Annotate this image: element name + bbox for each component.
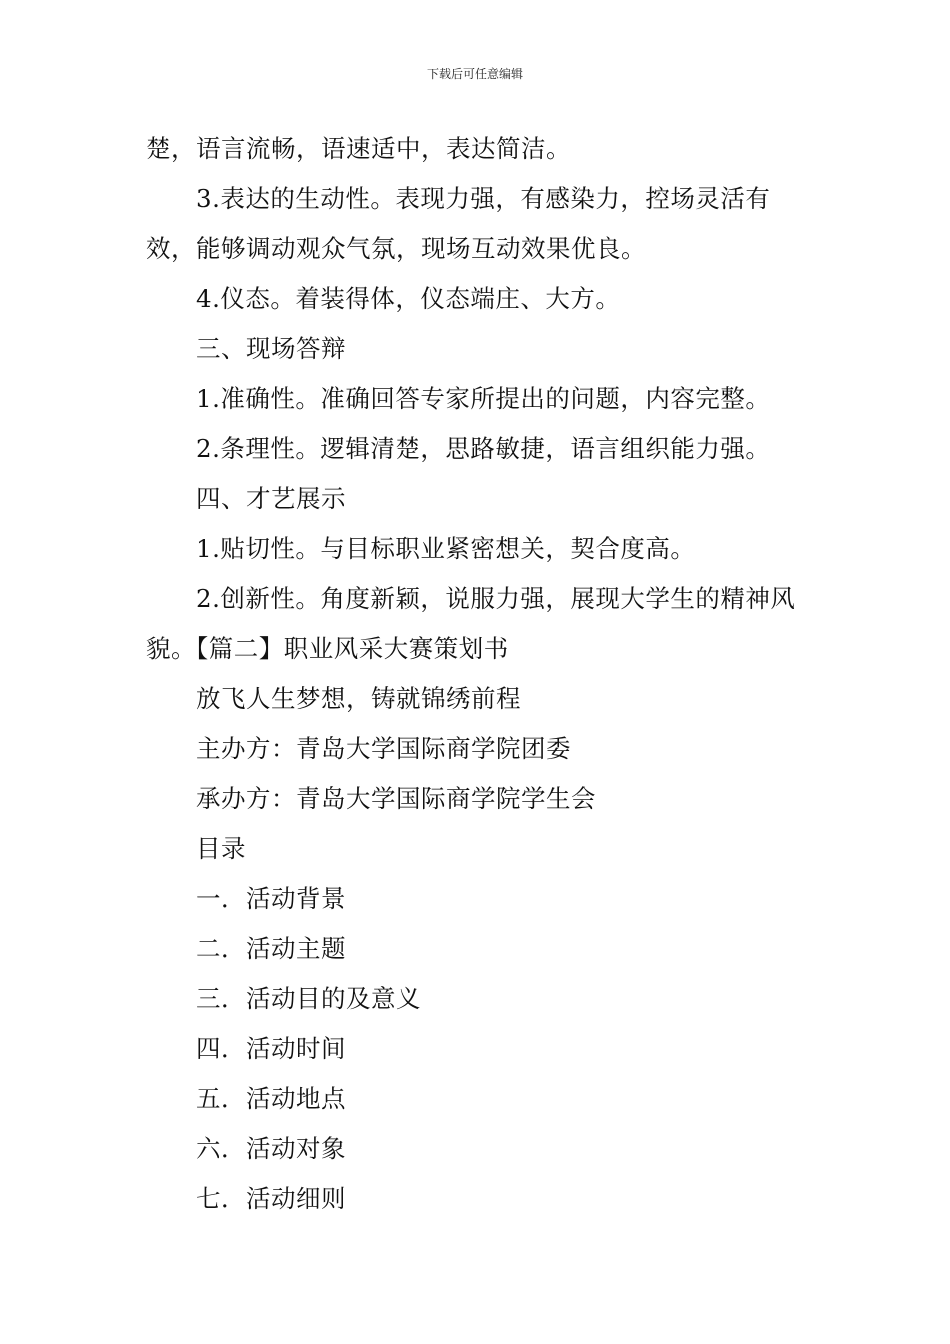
paragraph: 2.创新性。角度新颖，说服力强，展现大学生的精神风貌。【篇二】职业风采大赛策划书 bbox=[146, 584, 796, 663]
toc-item: 四．活动时间 bbox=[196, 1034, 346, 1063]
co-organizer: 承办方：青岛大学国际商学院学生会 bbox=[196, 784, 596, 813]
paragraph: 4.仪态。着装得体，仪态端庄、大方。 bbox=[196, 284, 621, 313]
organizer: 主办方：青岛大学国际商学院团委 bbox=[196, 734, 571, 763]
paragraph: 2.条理性。逻辑清楚，思路敏捷，语言组织能力强。 bbox=[196, 434, 771, 463]
toc-item: 一．活动背景 bbox=[196, 884, 346, 913]
toc-item: 七．活动细则 bbox=[196, 1184, 346, 1213]
paragraph: 3.表达的生动性。表现力强，有感染力，控场灵活有效，能够调动观众气氛，现场互动效果优良。 bbox=[146, 184, 771, 263]
toc-item: 五．活动地点 bbox=[196, 1084, 346, 1113]
section-heading: 三、现场答辩 bbox=[196, 334, 346, 363]
toc-item: 六．活动对象 bbox=[196, 1134, 346, 1163]
toc-item: 三．活动目的及意义 bbox=[196, 984, 421, 1013]
section-heading: 四、才艺展示 bbox=[196, 484, 346, 513]
toc-heading: 目录 bbox=[196, 834, 246, 863]
slogan: 放飞人生梦想，铸就锦绣前程 bbox=[196, 684, 521, 713]
paragraph: 1.准确性。准确回答专家所提出的问题，内容完整。 bbox=[196, 384, 771, 413]
page-header-note: 下载后可任意编辑 bbox=[426, 67, 523, 81]
document-body bbox=[146, 124, 811, 1224]
paragraph: 1.贴切性。与目标职业紧密想关，契合度高。 bbox=[196, 534, 696, 563]
paragraph: 楚，语言流畅，语速适中，表达简洁。 bbox=[146, 134, 571, 163]
toc-item: 二．活动主题 bbox=[196, 934, 346, 963]
